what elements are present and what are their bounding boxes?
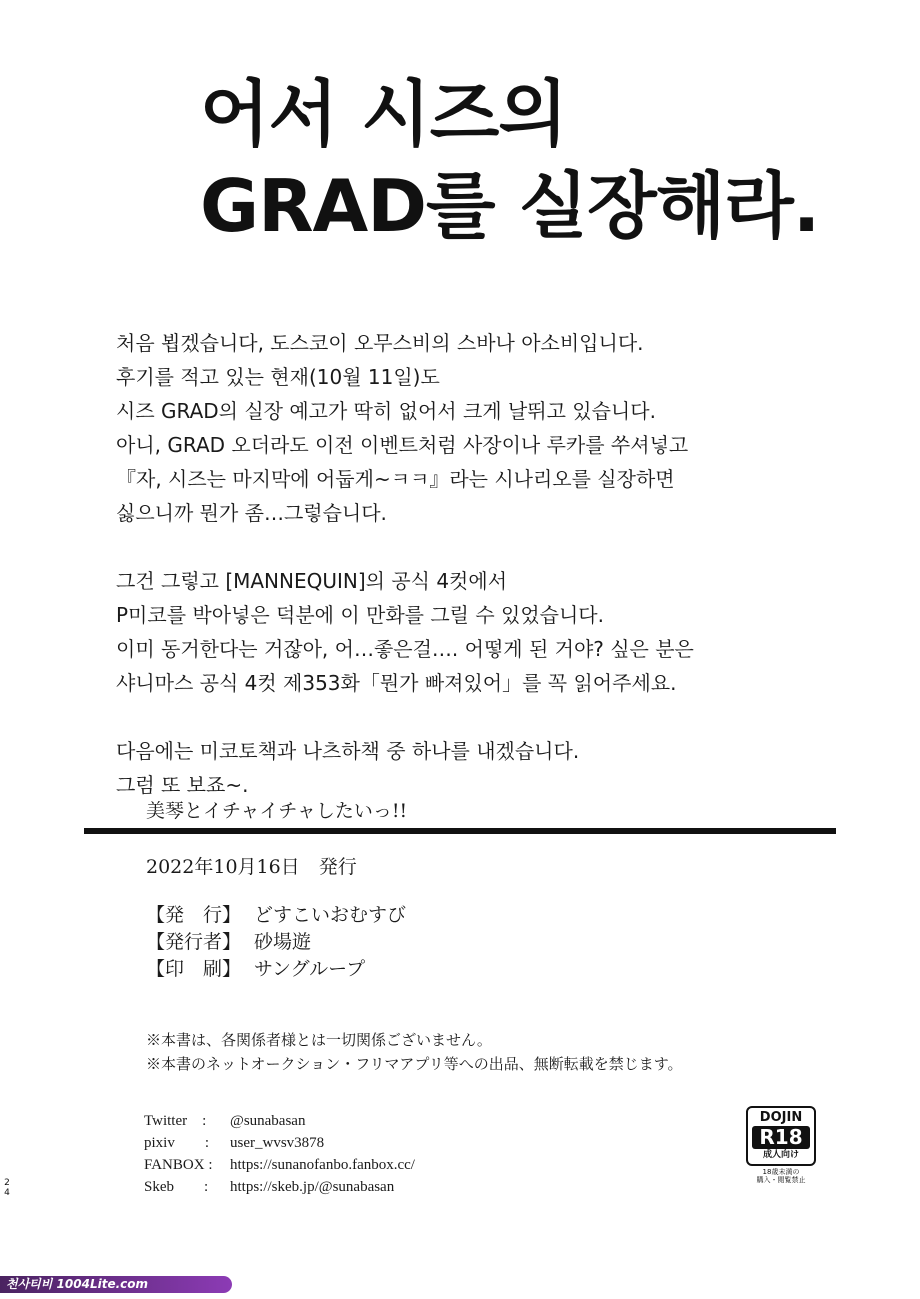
badge-note-line: 購入・閲覧禁止	[756, 1176, 806, 1184]
afterword-paragraph-1	[116, 326, 876, 530]
afterword-line: 싫으니까 뭔가 좀…그렇습니다.	[116, 501, 387, 525]
afterword-line: 『자, 시즈는 마지막에 어둡게~ㅋㅋ』라는 시나리오를 실장하면	[116, 467, 675, 491]
link-row-twitter	[144, 1110, 415, 1132]
link-row-fanbox	[144, 1154, 415, 1176]
link-value: @sunabasan	[230, 1113, 306, 1129]
credit-label: 【発行者】	[146, 931, 242, 953]
afterword-line: P미코를 박아넣은 덕분에 이 만화를 그릴 수 있었습니다.	[116, 603, 604, 627]
afterword-line: 그럼 또 보죠~.	[116, 773, 249, 797]
colophon-divider	[84, 828, 836, 834]
credit-row-printer	[146, 956, 406, 983]
link-value: user_wvsv3878	[230, 1135, 325, 1151]
heading-line-2: GRAD를 실장해라.	[200, 164, 820, 248]
badge-adult-label: 成人向け	[762, 1150, 799, 1160]
afterword-line: 다음에는 미코토책과 나츠하책 중 하나를 내겠습니다.	[116, 739, 580, 763]
credit-row-publisher	[146, 902, 406, 929]
afterword-line: 처음 뵙겠습니다, 도스코이 오무스비의 스바나 아소비입니다.	[116, 331, 644, 355]
publication-date: 2022年10月16日 発行	[146, 856, 357, 878]
credit-value: サングループ	[254, 958, 366, 980]
link-label: FANBOX :	[144, 1157, 213, 1173]
author-links	[144, 1110, 415, 1198]
afterword-line: 그건 그렇고 [MANNEQUIN]의 공식 4컷에서	[116, 569, 508, 593]
watermark-banner[interactable]	[0, 1276, 232, 1293]
credit-value: どすこいおむすび	[254, 904, 407, 926]
link-row-pixiv	[144, 1132, 415, 1154]
page-number-digit: 2	[4, 1178, 10, 1188]
page-number-digit: 4	[4, 1188, 10, 1198]
afterword-line: 아니, GRAD 오더라도 이전 이벤트처럼 사장이나 루카를 쑤셔넣고	[116, 433, 689, 457]
badge-note	[746, 1168, 816, 1184]
afterword-line: 이미 동거한다는 거잖아, 어…좋은걸…. 어떻게 된 거야? 싶은 분은	[116, 637, 694, 661]
link-label: Twitter :	[144, 1113, 207, 1129]
afterword-line: 시즈 GRAD의 실장 예고가 딱히 없어서 크게 날뛰고 있습니다.	[116, 399, 656, 423]
afterword-line: 후기를 적고 있는 현재(10월 11일)도	[116, 365, 440, 389]
afterword-line: 샤니마스 공식 4컷 제353화「뭔가 빠져있어」를 꼭 읽어주세요.	[116, 671, 677, 695]
afterword-paragraph-3	[116, 734, 876, 802]
credit-label: 【印 刷】	[146, 958, 242, 980]
badge-rating: R18	[752, 1126, 810, 1149]
legal-notes	[146, 1028, 683, 1076]
credit-value: 砂場遊	[254, 931, 312, 953]
credit-row-author	[146, 929, 406, 956]
link-row-skeb	[144, 1176, 415, 1198]
watermark-text: 천사티비 1004Lite.com	[6, 1277, 148, 1291]
legal-note: ※本書のネットオークション・フリマアプリ等への出品、無断転載を禁じます。	[146, 1055, 683, 1073]
r18-badge	[746, 1106, 816, 1184]
afterword-paragraph-2	[116, 564, 876, 700]
legal-note: ※本書は、各関係者様とは一切関係ございません。	[146, 1031, 492, 1049]
link-value: https://sunanofanbo.fanbox.cc/	[230, 1157, 415, 1173]
badge-note-line: 18歳未満の	[762, 1168, 800, 1176]
link-value: https://skeb.jp/@sunabasan	[230, 1179, 395, 1195]
page-heading	[200, 68, 819, 252]
r18-badge-frame	[746, 1106, 816, 1166]
page-number	[2, 1178, 12, 1198]
badge-dojin-label: DOJIN	[759, 1110, 803, 1125]
heading-line-1: 어서 시즈의	[200, 72, 567, 156]
link-label: pixiv :	[144, 1135, 210, 1151]
credit-label: 【発 行】	[146, 904, 242, 926]
afterword-text	[116, 326, 876, 836]
colophon-credits	[146, 902, 406, 983]
book-title: 美琴とイチャイチャしたいっ!!	[146, 800, 408, 822]
link-label: Skeb :	[144, 1179, 209, 1195]
